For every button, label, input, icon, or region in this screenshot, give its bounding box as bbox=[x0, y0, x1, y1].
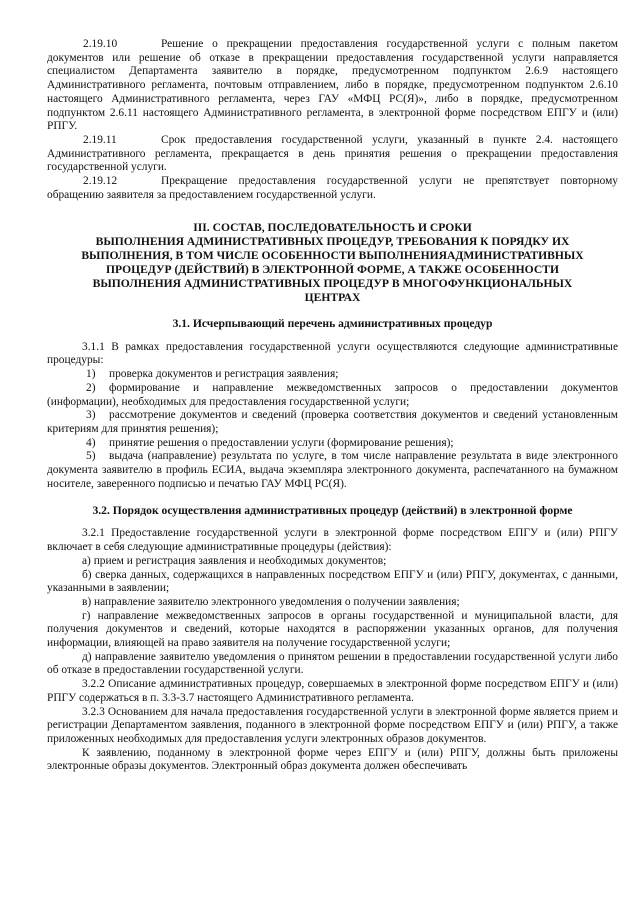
section-title-line: III. СОСТАВ, ПОСЛЕДОВАТЕЛЬНОСТЬ И СРОКИ bbox=[193, 221, 472, 235]
paragraph-3-2-3: 3.2.3 Основанием для начала предоставления государственной услуги в электронной форме является прием и регистрации Департаментом заявления, поданного в электронной форме посредством ЕПГУ и (или) РПГУ, а также приложенных необходимых для предоставления услуги электронных образов документов. bbox=[47, 705, 618, 745]
list-marker: 3) bbox=[86, 409, 96, 422]
paragraph-2-19-10 bbox=[47, 38, 618, 134]
section-title-line: ВЫПОЛНЕНИЯ АДМИНИСТРАТИВНЫХ ПРОЦЕДУР, ТРЕБОВАНИЯ К ПОРЯДКУ ИХ bbox=[95, 235, 570, 249]
list-item bbox=[47, 450, 618, 491]
alpha-item: д) направление заявителю уведомления о принятом решении в предоставлении государственной услуги либо об отказе в предоставлении государственной услуги. bbox=[47, 650, 618, 677]
clause-text: Срок предоставления государственной услуги, указанный в пункте 2.4. настоящего Административного регламента, прекращается в день принятия решения о прекращении предоставления государственной услуги. bbox=[47, 133, 618, 174]
list-item-text: принятие решения о предоставлении услуги (формирование решения); bbox=[109, 436, 454, 449]
list-item-text: проверка документов и регистрация заявления; bbox=[109, 368, 339, 381]
list-item bbox=[47, 409, 618, 436]
list-item bbox=[47, 368, 618, 382]
list-item-text: выдача (направление) результата по услуге, в том числе направление результата в виде электронного документа заявителю в профиль ЕСИА, выдача экземпляра электронного документа, распечатанного на бумажном носителе, заверенного подписью и печатью ГАУ МФЦ РС(Я). bbox=[47, 450, 618, 490]
clause-number: 2.19.12 bbox=[83, 175, 118, 188]
section-title-line: ЦЕНТРАХ bbox=[304, 290, 361, 304]
paragraph-3-1-1: 3.1.1 В рамках предоставления государственной услуги осуществляются следующие административные процедуры: bbox=[47, 340, 618, 367]
alpha-item: а) прием и регистрация заявления и необходимых документов; bbox=[82, 554, 387, 567]
paragraph-2-19-11 bbox=[47, 134, 618, 175]
list-item bbox=[47, 382, 618, 409]
clause-text: Прекращение предоставления государственной услуги не препятствует повторному обращению заявителя за предоставлением государственной услуги. bbox=[47, 175, 618, 201]
alpha-item: б) сверка данных, содержащихся в направленных посредством ЕПГУ и (или) РПГУ, документах, с данными, указанными в заявлении; bbox=[47, 568, 618, 595]
list-marker: 2) bbox=[86, 381, 96, 394]
clause-number: 2.19.10 bbox=[83, 38, 118, 50]
list-marker: 1) bbox=[86, 368, 96, 381]
section-3-title bbox=[47, 221, 618, 304]
subsection-3-2-title: 3.2. Порядок осуществления административных процедур (действий) в электронной форме bbox=[92, 503, 573, 517]
clause-text: Решение о прекращении предоставления государственной услуги с полным пакетом документов или решение об отказе в прекращении предоставления государственной услуги направляется специалистом Департамента заявителю в порядке, предусмотренном подпунктом 2.6.9 настоящего Административного регламента, почтовым отправлением, либо в порядке, предусмотренном подпунктом 2.6.10 настоящего Административного регламента, через ГАУ «МФЦ РС(Я)», либо в порядке, предусмотренном подпунктом 2.6.11 настоящего Административного регламента, в электронной форме посредством ЕПГУ и (или) РПГУ. bbox=[47, 38, 618, 133]
section-title-line: ВЫПОЛНЕНИЯ АДМИНИСТРАТИВНЫХ ПРОЦЕДУР В МНОГОФУНКЦИОНАЛЬНЫХ bbox=[92, 277, 573, 291]
clause-number: 2.19.11 bbox=[83, 133, 117, 146]
section-title-line: ВЫПОЛНЕНИЯ, В ТОМ ЧИСЛЕ ОСОБЕННОСТИ ВЫПОЛНЕНИЯАДМИНИСТРАТИВНЫХ bbox=[81, 249, 584, 263]
list-marker: 5) bbox=[86, 450, 96, 463]
subsection-3-1-title: 3.1. Исчерпывающий перечень административных процедур bbox=[172, 316, 493, 330]
paragraph-2-19-12 bbox=[47, 175, 618, 202]
list-item-text: формирование и направление межведомственных запросов о предоставлении документов (информации), необходимых для предоставления государственной услуги; bbox=[47, 381, 618, 408]
alpha-item: в) направление заявителю электронного уведомления о получении заявления; bbox=[82, 595, 460, 608]
paragraph-3-2-2: 3.2.2 Описание административных процедур, совершаемых в электронной форме посредством ЕПГУ и (или) РПГУ содержаться в п. 3.3-3.7 настоящего Административного регламента. bbox=[47, 678, 618, 704]
section-title-line: ПРОЦЕДУР (ДЕЙСТВИЙ) В ЭЛЕКТРОННОЙ ФОРМЕ, А ТАКЖЕ ОСОБЕННОСТИ bbox=[106, 263, 559, 277]
paragraph-electronic-images: К заявлению, поданному в электронной форме через ЕПГУ и (или) РПГУ, должны быть приложены электронные образы документов. Электронный образ документа должен обеспечивать bbox=[47, 746, 618, 773]
list-item bbox=[47, 437, 618, 451]
paragraph-3-2-1: 3.2.1 Предоставление государственной услуги в электронной форме посредством ЕПГУ и (или) РПГУ включает в себя следующие административные процедуры (действия): bbox=[47, 527, 618, 554]
list-item-text: рассмотрение документов и сведений (проверка соответствия документов и сведений установленным критериям для принятия решения); bbox=[47, 409, 618, 435]
alpha-item: г) направление межведомственных запросов в органы государственной и муниципальной власти, для получения документов и сведений, которые находятся в распоряжении указанных органов, для получения информации, влияющей на право заявителя на получение государственной услуги; bbox=[47, 609, 618, 650]
list-marker: 4) bbox=[86, 436, 96, 449]
